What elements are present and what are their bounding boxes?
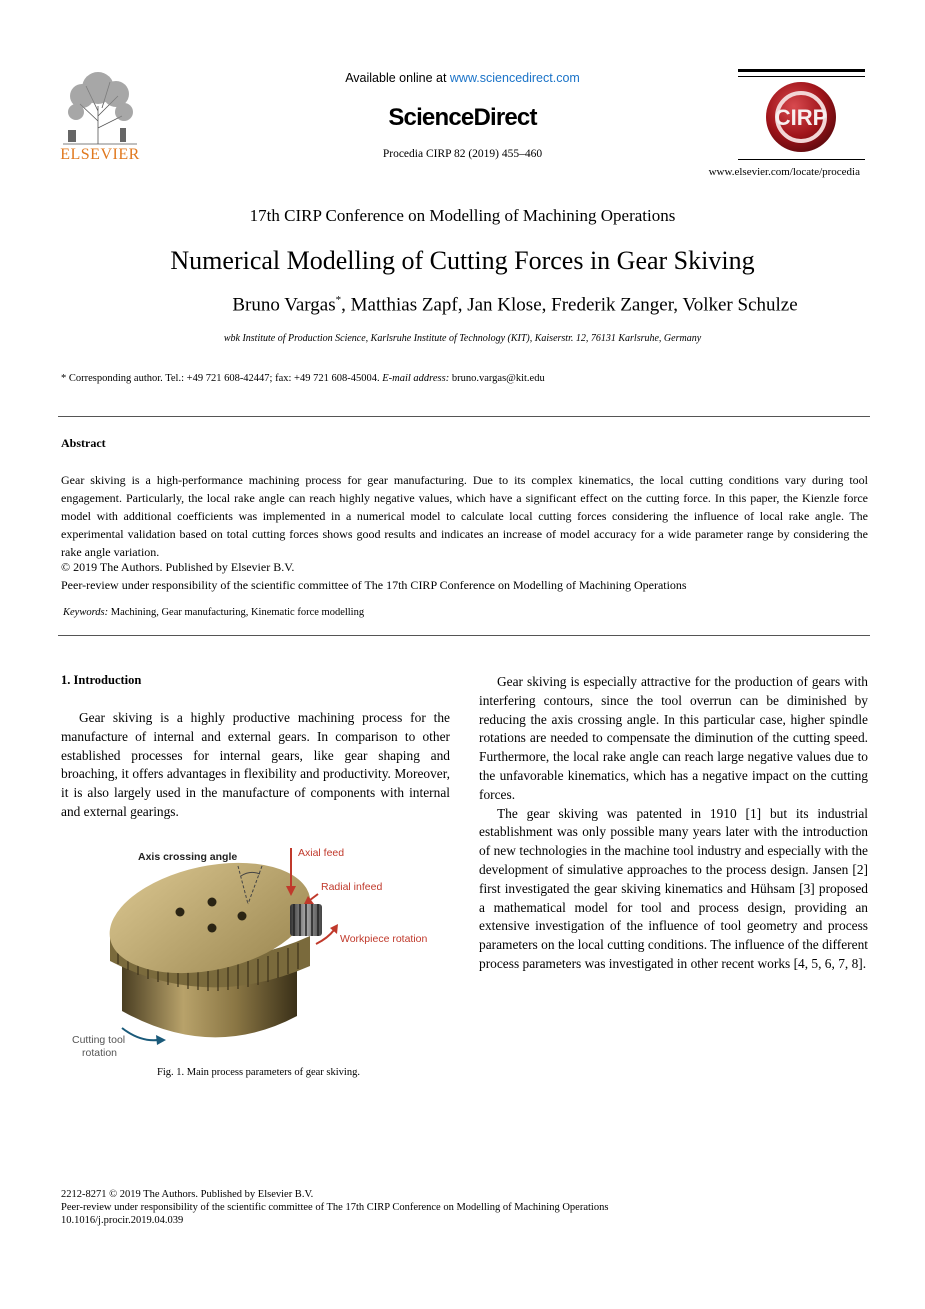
email-address[interactable]: bruno.vargas@kit.edu xyxy=(449,373,545,384)
email-label: E-mail address: xyxy=(382,373,450,384)
other-authors: , Matthias Zapf, Jan Klose, Frederik Zanger, Volker Schulze xyxy=(341,294,798,316)
keywords-text: Machining, Gear manufacturing, Kinematic force modelling xyxy=(108,607,365,618)
affiliation: wbk Institute of Production Science, Karlsruhe Institute of Technology (KIT), Kaiserstr. 12, 76131 Karlsruhe, Germany xyxy=(223,333,702,344)
cirp-logo-text: CIRP xyxy=(774,105,828,130)
figure-caption: Fig. 1. Main process parameters of gear skiving. xyxy=(157,1067,360,1078)
journal-reference: Procedia CIRP 82 (2019) 455–460 xyxy=(382,148,543,160)
keywords xyxy=(63,607,364,618)
footer-peer-review: Peer-review under responsibility of the scientific committee of The 17th CIRP Conference on Modelling of Machining Operations xyxy=(61,1202,609,1213)
header-rule-thin xyxy=(738,76,865,77)
label-cutting-tool-rotation-1: Cutting tool xyxy=(72,1034,126,1046)
header-rule-bottom xyxy=(738,159,865,160)
sciencedirect-link[interactable]: www.sciencedirect.com xyxy=(449,71,580,85)
intro-left-column xyxy=(61,709,450,822)
header-rule xyxy=(738,69,865,72)
sciencedirect-brand: ScienceDirect xyxy=(388,104,537,131)
label-axial-feed: Axial feed xyxy=(298,847,345,859)
abstract-heading: Abstract xyxy=(61,436,106,450)
divider-bottom xyxy=(58,635,870,636)
abstract-text: Gear skiving is a high-performance machining process for gear manufacturing. Due to its complex kinematics, the local cutting conditions vary during tool engagement. Particularly, the local rake angle can reach highly negative values, which have a significant effect on the cutting force. In this paper, the Kienzle force model with additional coefficients was implemented in a numerical model to calculate local cutting forces considering the influence of local rake angle. The experimental validation based on total cutting forces shows good results and indicates an increase of model accuracy for a wide parameter range by considering the rake angle variation. xyxy=(61,473,868,559)
label-axis-crossing-angle: Axis crossing angle xyxy=(138,851,238,863)
label-radial-infeed: Radial infeed xyxy=(321,881,383,893)
intro-paragraph-right-1: Gear skiving is especially attractive for the production of gears with interfering contours, since the tool overrun can be diminished by reducing the axis crossing angle. In this particular case, higher spindle rotations are needed to compensate the diminution of the cutting speed. Furthermore, the local rake angle can reach large negative values due to the unfavorable kinematics, which has a negative impact on the cutting forces. xyxy=(479,674,868,802)
elsevier-wordmark: ELSEVIER xyxy=(60,146,140,163)
gear-skiving-figure xyxy=(62,836,454,1062)
paper-title: Numerical Modelling of Cutting Forces in Gear Skiving xyxy=(170,246,755,275)
corresponding-mark: * xyxy=(335,294,342,306)
corresponding-author xyxy=(61,373,545,384)
footer-issn: 2212-8271 © 2019 The Authors. Published by Elsevier B.V. xyxy=(61,1189,314,1200)
abstract-peer-review: Peer-review under responsibility of the scientific committee of The 17th CIRP Conference on Modelling of Machining Operations xyxy=(61,578,687,592)
first-author: Bruno Vargas xyxy=(232,294,336,316)
journal-url[interactable]: www.elsevier.com/locate/procedia xyxy=(708,166,860,178)
intro-right-column xyxy=(479,673,868,974)
abstract-copyright: © 2019 The Authors. Published by Elsevier B.V. xyxy=(61,560,295,574)
conference-name: 17th CIRP Conference on Modelling of Machining Operations xyxy=(249,206,676,225)
section-heading-introduction: 1. Introduction xyxy=(61,673,142,687)
cirp-logo xyxy=(760,80,842,154)
intro-paragraph-right-2: The gear skiving was patented in 1910 [1] but its industrial establishment was only possible many years later with the introduction of new technologies in the machine tool industry and especially with the development of simulative approaches to the process design. Jansen [2] first investigated the gear skiving kinematics and Hühsam [3] proposed a mathematical model for tool and process design, providing an extensive investigation of the influence of tool geometry and process parameters on the local cutting conditions. The influence of the different process parameters was investigated in other recent works [4, 5, 6, 7, 8]. xyxy=(479,805,868,971)
footer-doi[interactable]: 10.1016/j.procir.2019.04.039 xyxy=(61,1215,184,1226)
corresponding-details: * Corresponding author. Tel.: +49 721 608-42447; fax: +49 721 608-45004. xyxy=(61,373,383,384)
label-workpiece-rotation: Workpiece rotation xyxy=(340,933,428,945)
divider-top xyxy=(58,416,870,417)
keywords-label: Keywords: xyxy=(63,607,109,618)
intro-paragraph-left: Gear skiving is a highly productive machining process for the manufacture of internal and external gears. In comparison to other established processes for internal gears, like gear shaping and broaching, it offers advantages in flexibility and productivity. Moreover, it is also largely used in the manufacture of components with internal and external gearings. xyxy=(61,710,450,819)
available-prefix: Available online at xyxy=(345,71,450,85)
author-list xyxy=(0,294,925,316)
label-cutting-tool-rotation-2: rotation xyxy=(82,1047,118,1059)
